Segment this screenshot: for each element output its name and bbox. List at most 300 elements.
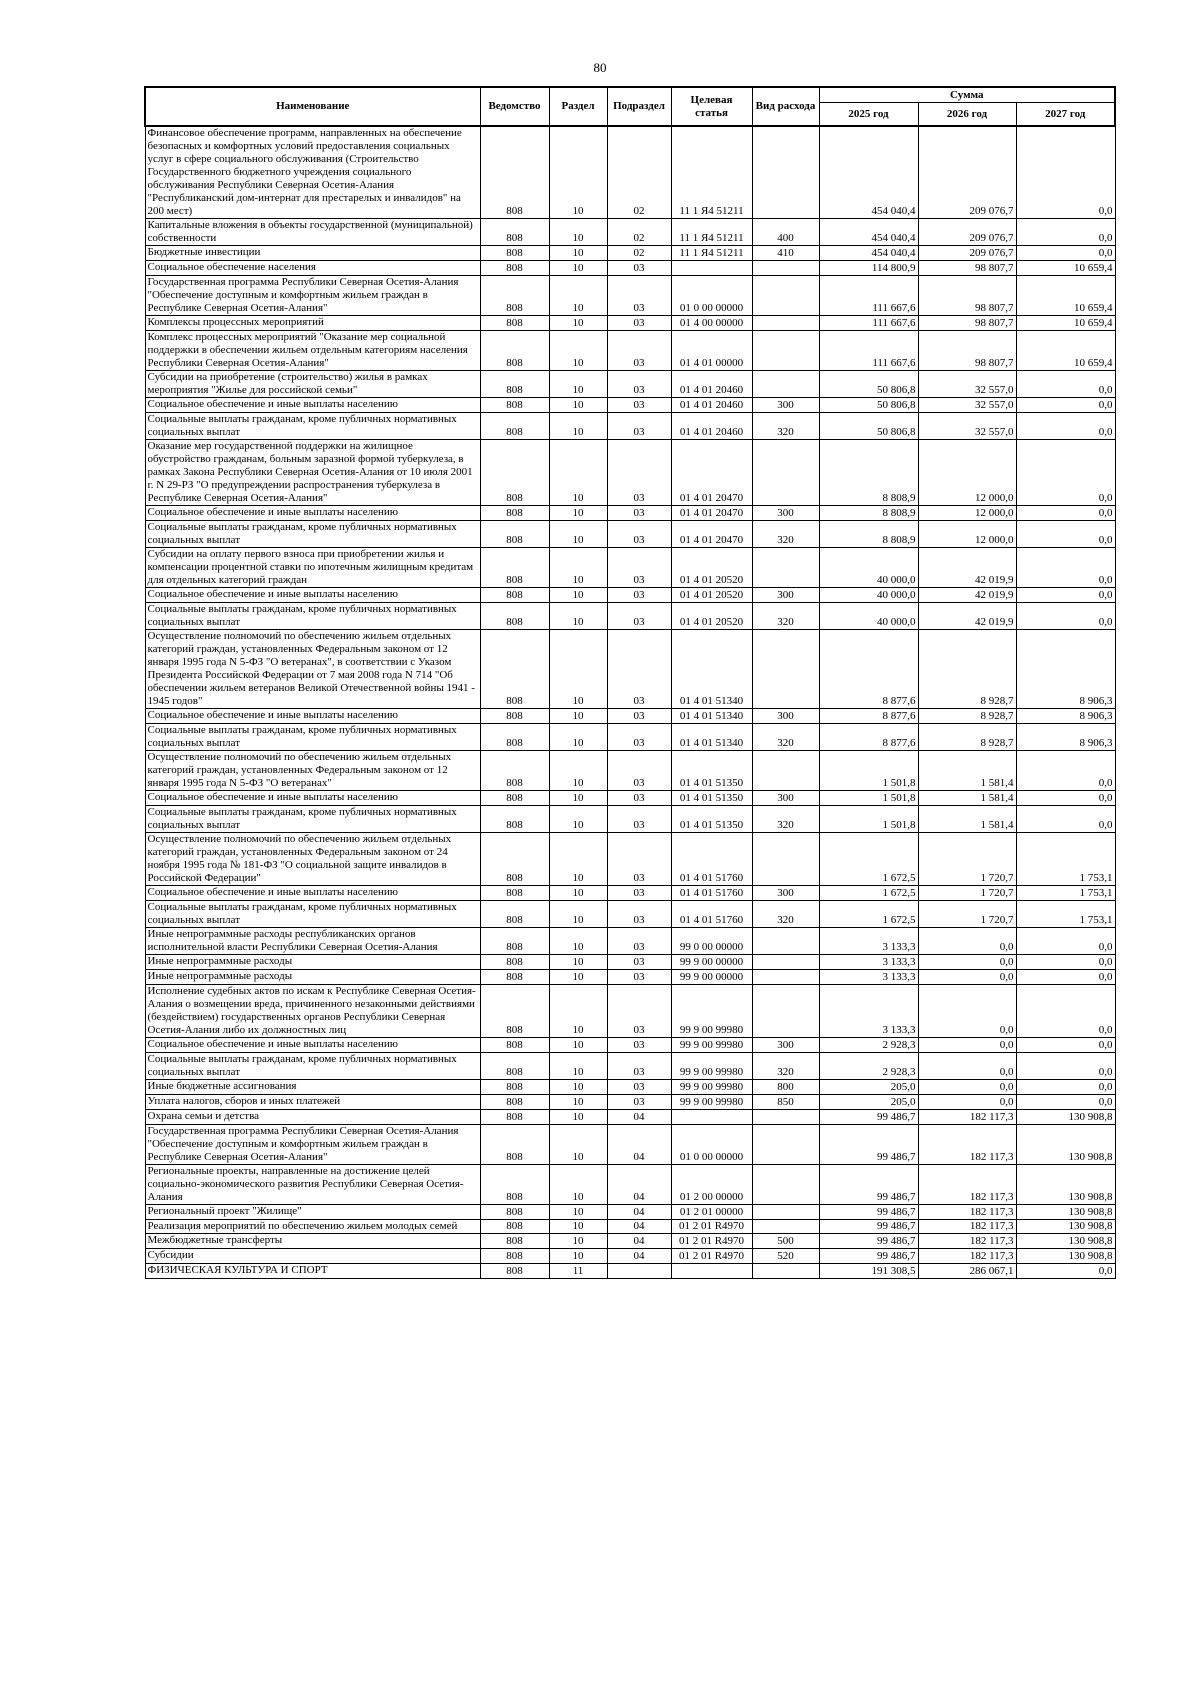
cell-expense-type: 410 <box>752 246 819 261</box>
cell-section: 10 <box>549 970 607 985</box>
cell-section: 10 <box>549 806 607 833</box>
cell-subsection: 03 <box>607 506 671 521</box>
cell-target-article <box>671 1264 752 1279</box>
cell-expense-type <box>752 928 819 955</box>
cell-2026: 1 581,4 <box>918 791 1016 806</box>
cell-2027: 0,0 <box>1016 1264 1115 1279</box>
cell-subsection: 03 <box>607 398 671 413</box>
cell-2025: 205,0 <box>819 1095 918 1110</box>
header-name: Наименование <box>145 87 480 126</box>
cell-section: 10 <box>549 1220 607 1234</box>
cell-expense-type <box>752 276 819 316</box>
cell-department: 808 <box>480 1205 549 1220</box>
cell-name: Иные непрограммные расходы <box>145 970 480 985</box>
cell-target-article: 01 4 01 51340 <box>671 630 752 709</box>
cell-name: Социальное обеспечение и иные выплаты населению <box>145 506 480 521</box>
cell-2027: 0,0 <box>1016 1053 1115 1080</box>
cell-2027: 0,0 <box>1016 751 1115 791</box>
cell-target-article: 01 4 01 51760 <box>671 886 752 901</box>
cell-name: Социальное обеспечение и иные выплаты населению <box>145 886 480 901</box>
cell-2026: 182 117,3 <box>918 1110 1016 1125</box>
cell-section: 10 <box>549 751 607 791</box>
cell-department: 808 <box>480 276 549 316</box>
cell-name: Социальное обеспечение и иные выплаты населению <box>145 1038 480 1053</box>
cell-subsection: 03 <box>607 886 671 901</box>
cell-name: Социальное обеспечение и иные выплаты населению <box>145 588 480 603</box>
cell-department: 808 <box>480 588 549 603</box>
cell-name: Осуществление полномочий по обеспечению жильем отдельных категорий граждан, установленных Федеральным законом от 12 января 1995 года N 5-ФЗ "О ветеранах", в соответствии с Указом Президента Российской Федерации от 7 мая 2008 года N 714 "Об обеспечении жильем ветеранов Великой Отечественной войны 1941 - 1945 годов" <box>145 630 480 709</box>
cell-2027: 0,0 <box>1016 806 1115 833</box>
header-target-article: Целевая статья <box>671 87 752 126</box>
cell-2027: 0,0 <box>1016 548 1115 588</box>
cell-section: 10 <box>549 630 607 709</box>
table-row <box>145 548 1115 588</box>
table-row <box>145 603 1115 630</box>
cell-subsection: 03 <box>607 985 671 1038</box>
cell-name: Иные непрограммные расходы <box>145 955 480 970</box>
cell-department: 808 <box>480 316 549 331</box>
cell-2025: 111 667,6 <box>819 331 918 371</box>
cell-2025: 99 486,7 <box>819 1125 918 1165</box>
cell-name: Комплексы процессных мероприятий <box>145 316 480 331</box>
table-row <box>145 506 1115 521</box>
cell-section: 10 <box>549 1110 607 1125</box>
cell-department: 808 <box>480 331 549 371</box>
cell-2026: 12 000,0 <box>918 440 1016 506</box>
cell-department: 808 <box>480 603 549 630</box>
table-row <box>145 1220 1115 1234</box>
cell-expense-type: 300 <box>752 791 819 806</box>
cell-2027: 0,0 <box>1016 1080 1115 1095</box>
cell-2027: 0,0 <box>1016 219 1115 246</box>
cell-2026: 42 019,9 <box>918 588 1016 603</box>
table-row <box>145 261 1115 276</box>
table-row <box>145 1110 1115 1125</box>
cell-expense-type: 300 <box>752 398 819 413</box>
cell-section: 10 <box>549 521 607 548</box>
cell-2027: 130 908,8 <box>1016 1125 1115 1165</box>
cell-2026: 0,0 <box>918 928 1016 955</box>
cell-department: 808 <box>480 709 549 724</box>
cell-2027: 130 908,8 <box>1016 1205 1115 1220</box>
table-row <box>145 521 1115 548</box>
cell-department: 808 <box>480 246 549 261</box>
table-row <box>145 985 1115 1038</box>
table-row <box>145 751 1115 791</box>
cell-target-article <box>671 1110 752 1125</box>
cell-2026: 1 581,4 <box>918 751 1016 791</box>
cell-name: Социальное обеспечение и иные выплаты населению <box>145 398 480 413</box>
table-row <box>145 1249 1115 1264</box>
cell-section: 10 <box>549 886 607 901</box>
cell-department: 808 <box>480 398 549 413</box>
table-row <box>145 219 1115 246</box>
cell-2025: 8 808,9 <box>819 521 918 548</box>
cell-2025: 1 672,5 <box>819 901 918 928</box>
cell-2025: 2 928,3 <box>819 1038 918 1053</box>
cell-target-article: 01 4 01 20470 <box>671 506 752 521</box>
cell-subsection: 03 <box>607 588 671 603</box>
table-row <box>145 413 1115 440</box>
cell-expense-type <box>752 126 819 219</box>
cell-2025: 8 877,6 <box>819 724 918 751</box>
cell-name: Исполнение судебных актов по искам к Республике Северная Осетия-Алания о возмещении вреда, причиненного незаконными действиями (бездействием) государственных органов Республики Северная Осетия-Алания либо их должностных лиц <box>145 985 480 1038</box>
cell-expense-type <box>752 1264 819 1279</box>
cell-expense-type: 300 <box>752 1038 819 1053</box>
cell-department: 808 <box>480 806 549 833</box>
table-row <box>145 970 1115 985</box>
cell-section: 10 <box>549 901 607 928</box>
cell-2025: 1 501,8 <box>819 751 918 791</box>
cell-target-article: 01 2 01 00000 <box>671 1205 752 1220</box>
cell-expense-type: 300 <box>752 588 819 603</box>
cell-2026: 1 720,7 <box>918 886 1016 901</box>
cell-department: 808 <box>480 791 549 806</box>
cell-2025: 8 877,6 <box>819 709 918 724</box>
cell-target-article: 01 4 01 20520 <box>671 603 752 630</box>
header-section: Раздел <box>549 87 607 126</box>
cell-department: 808 <box>480 724 549 751</box>
cell-expense-type <box>752 1165 819 1205</box>
cell-target-article: 99 9 00 00000 <box>671 970 752 985</box>
cell-2027: 130 908,8 <box>1016 1110 1115 1125</box>
cell-name: Региональный проект "Жилище" <box>145 1205 480 1220</box>
cell-2027: 10 659,4 <box>1016 276 1115 316</box>
cell-expense-type: 320 <box>752 901 819 928</box>
cell-department: 808 <box>480 751 549 791</box>
cell-2025: 454 040,4 <box>819 219 918 246</box>
table-row <box>145 709 1115 724</box>
cell-department: 808 <box>480 521 549 548</box>
cell-2025: 50 806,8 <box>819 413 918 440</box>
table-row <box>145 440 1115 506</box>
cell-expense-type: 320 <box>752 603 819 630</box>
cell-target-article: 01 4 01 20520 <box>671 548 752 588</box>
cell-name: Государственная программа Республики Северная Осетия-Алания "Обеспечение доступным и комфортным жильем граждан в Республике Северная Осетия-Алания" <box>145 1125 480 1165</box>
cell-department: 808 <box>480 1095 549 1110</box>
cell-2025: 2 928,3 <box>819 1053 918 1080</box>
cell-department: 808 <box>480 970 549 985</box>
cell-expense-type <box>752 833 819 886</box>
table-row <box>145 886 1115 901</box>
cell-expense-type <box>752 331 819 371</box>
cell-target-article: 01 4 01 51350 <box>671 791 752 806</box>
cell-2027: 1 753,1 <box>1016 886 1115 901</box>
cell-subsection: 03 <box>607 1038 671 1053</box>
cell-section: 10 <box>549 1165 607 1205</box>
cell-subsection: 03 <box>607 630 671 709</box>
cell-2027: 130 908,8 <box>1016 1165 1115 1205</box>
cell-section: 10 <box>549 316 607 331</box>
cell-department: 808 <box>480 1125 549 1165</box>
cell-name: Государственная программа Республики Северная Осетия-Алания "Обеспечение доступным и комфортным жильем граждан в Республике Северная Осетия-Алания" <box>145 276 480 316</box>
cell-subsection: 04 <box>607 1125 671 1165</box>
cell-subsection: 03 <box>607 1053 671 1080</box>
table-row <box>145 791 1115 806</box>
cell-target-article: 99 9 00 99980 <box>671 1053 752 1080</box>
cell-2025: 99 486,7 <box>819 1110 918 1125</box>
cell-target-article: 01 4 00 00000 <box>671 316 752 331</box>
cell-section: 10 <box>549 126 607 219</box>
cell-subsection: 03 <box>607 261 671 276</box>
cell-2026: 32 557,0 <box>918 398 1016 413</box>
cell-subsection: 03 <box>607 955 671 970</box>
cell-target-article: 99 9 00 99980 <box>671 1038 752 1053</box>
table-row <box>145 901 1115 928</box>
cell-name: Социальное обеспечение и иные выплаты населению <box>145 709 480 724</box>
cell-target-article: 01 4 01 51760 <box>671 833 752 886</box>
cell-2025: 3 133,3 <box>819 985 918 1038</box>
cell-subsection: 03 <box>607 970 671 985</box>
cell-2027: 10 659,4 <box>1016 331 1115 371</box>
cell-2025: 1 672,5 <box>819 886 918 901</box>
cell-section: 10 <box>549 709 607 724</box>
cell-department: 808 <box>480 219 549 246</box>
cell-2026: 8 928,7 <box>918 724 1016 751</box>
cell-expense-type <box>752 985 819 1038</box>
cell-target-article: 01 4 01 20470 <box>671 440 752 506</box>
cell-department: 808 <box>480 985 549 1038</box>
cell-target-article <box>671 261 752 276</box>
table-row <box>145 126 1115 219</box>
cell-subsection: 04 <box>607 1205 671 1220</box>
cell-2026: 12 000,0 <box>918 521 1016 548</box>
cell-section: 10 <box>549 1205 607 1220</box>
cell-expense-type <box>752 1125 819 1165</box>
cell-2026: 286 067,1 <box>918 1264 1016 1279</box>
table-row <box>145 1053 1115 1080</box>
cell-2026: 209 076,7 <box>918 126 1016 219</box>
cell-section: 10 <box>549 506 607 521</box>
cell-2025: 114 800,9 <box>819 261 918 276</box>
cell-2025: 111 667,6 <box>819 316 918 331</box>
cell-2025: 50 806,8 <box>819 371 918 398</box>
cell-name: Региональные проекты, направленные на достижение целей социально-экономического развития Республики Северная Осетия-Алания <box>145 1165 480 1205</box>
cell-name: Субсидии на приобретение (строительство) жилья в рамках мероприятия "Жилье для российской семьи" <box>145 371 480 398</box>
cell-2027: 0,0 <box>1016 440 1115 506</box>
cell-section: 10 <box>549 833 607 886</box>
cell-expense-type <box>752 261 819 276</box>
table-row <box>145 1264 1115 1279</box>
cell-target-article: 99 9 00 99980 <box>671 1095 752 1110</box>
cell-department: 808 <box>480 1264 549 1279</box>
cell-subsection: 03 <box>607 1095 671 1110</box>
cell-2025: 8 808,9 <box>819 506 918 521</box>
cell-2025: 1 501,8 <box>819 791 918 806</box>
cell-name: Капитальные вложения в объекты государственной (муниципальной) собственности <box>145 219 480 246</box>
cell-expense-type: 850 <box>752 1095 819 1110</box>
cell-subsection: 03 <box>607 833 671 886</box>
cell-2027: 0,0 <box>1016 506 1115 521</box>
header-year-2027: 2027 год <box>1016 103 1115 127</box>
cell-target-article: 99 9 00 00000 <box>671 955 752 970</box>
cell-department: 808 <box>480 548 549 588</box>
cell-2026: 1 720,7 <box>918 833 1016 886</box>
cell-section: 10 <box>549 1053 607 1080</box>
cell-expense-type <box>752 630 819 709</box>
cell-department: 808 <box>480 630 549 709</box>
cell-expense-type: 300 <box>752 709 819 724</box>
cell-department: 808 <box>480 261 549 276</box>
cell-name: Реализация мероприятий по обеспечению жильем молодых семей <box>145 1220 480 1234</box>
cell-expense-type: 500 <box>752 1234 819 1249</box>
cell-2025: 50 806,8 <box>819 398 918 413</box>
table-row <box>145 331 1115 371</box>
cell-expense-type: 320 <box>752 521 819 548</box>
table-row <box>145 1165 1115 1205</box>
cell-2026: 98 807,7 <box>918 331 1016 371</box>
cell-subsection: 03 <box>607 440 671 506</box>
table-row <box>145 955 1115 970</box>
cell-name: Оказание мер государственной поддержки на жилищное обустройство гражданам, больным заразной формой туберкулеза, в рамках Закона Республики Северная Осетия-Алания от 10 июля 2001 г. N 29-РЗ "О предупреждении распространения туберкулеза в Республике Северная Осетия-Алания" <box>145 440 480 506</box>
cell-target-article: 01 2 01 R4970 <box>671 1220 752 1234</box>
cell-name: Социальное обеспечение и иные выплаты населению <box>145 791 480 806</box>
cell-target-article: 99 9 00 99980 <box>671 1080 752 1095</box>
cell-2026: 182 117,3 <box>918 1205 1016 1220</box>
cell-subsection <box>607 1264 671 1279</box>
cell-target-article: 11 1 Я4 51211 <box>671 126 752 219</box>
cell-2025: 454 040,4 <box>819 246 918 261</box>
cell-2025: 99 486,7 <box>819 1205 918 1220</box>
cell-subsection: 03 <box>607 548 671 588</box>
table-header <box>145 87 1115 126</box>
cell-2025: 40 000,0 <box>819 588 918 603</box>
cell-2027: 10 659,4 <box>1016 261 1115 276</box>
table-row <box>145 316 1115 331</box>
cell-2027: 0,0 <box>1016 791 1115 806</box>
cell-name: Бюджетные инвестиции <box>145 246 480 261</box>
cell-subsection: 03 <box>607 806 671 833</box>
cell-name: Социальные выплаты гражданам, кроме публичных нормативных социальных выплат <box>145 724 480 751</box>
cell-expense-type <box>752 316 819 331</box>
cell-department: 808 <box>480 1220 549 1234</box>
cell-2027: 1 753,1 <box>1016 901 1115 928</box>
cell-2027: 8 906,3 <box>1016 630 1115 709</box>
cell-2026: 182 117,3 <box>918 1165 1016 1205</box>
cell-name: ФИЗИЧЕСКАЯ КУЛЬТУРА И СПОРТ <box>145 1264 480 1279</box>
table-row <box>145 246 1115 261</box>
cell-section: 10 <box>549 1249 607 1264</box>
cell-expense-type <box>752 1220 819 1234</box>
cell-section: 10 <box>549 413 607 440</box>
cell-2026: 0,0 <box>918 1038 1016 1053</box>
cell-section: 10 <box>549 928 607 955</box>
cell-subsection: 04 <box>607 1165 671 1205</box>
cell-expense-type: 400 <box>752 219 819 246</box>
cell-name: Иные бюджетные ассигнования <box>145 1080 480 1095</box>
cell-target-article: 01 2 00 00000 <box>671 1165 752 1205</box>
cell-2026: 0,0 <box>918 985 1016 1038</box>
header-year-2025: 2025 год <box>819 103 918 127</box>
cell-2026: 182 117,3 <box>918 1125 1016 1165</box>
cell-department: 808 <box>480 440 549 506</box>
cell-2027: 1 753,1 <box>1016 833 1115 886</box>
cell-2025: 40 000,0 <box>819 548 918 588</box>
cell-expense-type: 520 <box>752 1249 819 1264</box>
cell-name: Иные непрограммные расходы республиканских органов исполнительной власти Республики Северная Осетия-Алания <box>145 928 480 955</box>
cell-name: Финансовое обеспечение программ, направленных на обеспечение безопасных и комфортных условий предоставления социальных услуг в сфере социального обслуживания (Строительство Государственного бюджетного учреждения социального обслуживания Республики Северная Осетия-Алания "Республиканский дом-интернат для престарелых и инвалидов" на 200 мест) <box>145 126 480 219</box>
cell-name: Социальные выплаты гражданам, кроме публичных нормативных социальных выплат <box>145 603 480 630</box>
cell-target-article: 11 1 Я4 51211 <box>671 219 752 246</box>
cell-2026: 0,0 <box>918 970 1016 985</box>
cell-name: Субсидии на оплату первого взноса при приобретении жилья и компенсации процентной ставки по ипотечным жилищным кредитам для отдельных категорий граждан <box>145 548 480 588</box>
cell-target-article: 01 4 01 51350 <box>671 806 752 833</box>
cell-name: Субсидии <box>145 1249 480 1264</box>
cell-expense-type: 320 <box>752 413 819 440</box>
cell-expense-type <box>752 371 819 398</box>
cell-target-article: 01 4 01 20460 <box>671 398 752 413</box>
cell-subsection: 03 <box>607 331 671 371</box>
cell-expense-type <box>752 955 819 970</box>
table-row <box>145 806 1115 833</box>
table-row <box>145 371 1115 398</box>
cell-section: 10 <box>549 1095 607 1110</box>
cell-name: Социальные выплаты гражданам, кроме публичных нормативных социальных выплат <box>145 901 480 928</box>
cell-section: 10 <box>549 791 607 806</box>
cell-2025: 99 486,7 <box>819 1165 918 1205</box>
cell-name: Социальные выплаты гражданам, кроме публичных нормативных социальных выплат <box>145 521 480 548</box>
cell-2027: 0,0 <box>1016 928 1115 955</box>
cell-name: Осуществление полномочий по обеспечению жильем отдельных категорий граждан, установленных Федеральным законом от 12 января 1995 года N 5-ФЗ "О ветеранах" <box>145 751 480 791</box>
table-row <box>145 630 1115 709</box>
cell-target-article: 01 0 00 00000 <box>671 1125 752 1165</box>
cell-2025: 8 808,9 <box>819 440 918 506</box>
cell-section: 10 <box>549 276 607 316</box>
cell-department: 808 <box>480 1038 549 1053</box>
cell-target-article: 11 1 Я4 51211 <box>671 246 752 261</box>
table-row <box>145 1095 1115 1110</box>
cell-department: 808 <box>480 1249 549 1264</box>
cell-2027: 8 906,3 <box>1016 724 1115 751</box>
cell-2025: 40 000,0 <box>819 603 918 630</box>
cell-department: 808 <box>480 928 549 955</box>
cell-section: 10 <box>549 398 607 413</box>
table-row <box>145 1125 1115 1165</box>
cell-department: 808 <box>480 413 549 440</box>
cell-2027: 0,0 <box>1016 588 1115 603</box>
cell-name: Социальные выплаты гражданам, кроме публичных нормативных социальных выплат <box>145 413 480 440</box>
cell-2025: 3 133,3 <box>819 928 918 955</box>
cell-2027: 0,0 <box>1016 398 1115 413</box>
cell-2027: 0,0 <box>1016 126 1115 219</box>
cell-section: 10 <box>549 1080 607 1095</box>
cell-subsection: 03 <box>607 413 671 440</box>
cell-subsection: 04 <box>607 1220 671 1234</box>
cell-target-article: 01 4 01 51760 <box>671 901 752 928</box>
page-number: 80 <box>593 60 607 75</box>
cell-subsection: 03 <box>607 371 671 398</box>
cell-2027: 8 906,3 <box>1016 709 1115 724</box>
cell-2026: 209 076,7 <box>918 219 1016 246</box>
table-row <box>145 1038 1115 1053</box>
cell-subsection: 03 <box>607 276 671 316</box>
cell-2025: 99 486,7 <box>819 1234 918 1249</box>
header-department: Ведомство <box>480 87 549 126</box>
cell-section: 10 <box>549 588 607 603</box>
cell-target-article: 01 4 01 20520 <box>671 588 752 603</box>
cell-expense-type <box>752 548 819 588</box>
cell-department: 808 <box>480 371 549 398</box>
cell-department: 808 <box>480 126 549 219</box>
cell-2026: 182 117,3 <box>918 1234 1016 1249</box>
cell-2025: 205,0 <box>819 1080 918 1095</box>
table-row <box>145 833 1115 886</box>
cell-section: 10 <box>549 548 607 588</box>
cell-2027: 0,0 <box>1016 955 1115 970</box>
cell-2026: 1 581,4 <box>918 806 1016 833</box>
cell-2025: 191 308,5 <box>819 1264 918 1279</box>
cell-section: 10 <box>549 1125 607 1165</box>
